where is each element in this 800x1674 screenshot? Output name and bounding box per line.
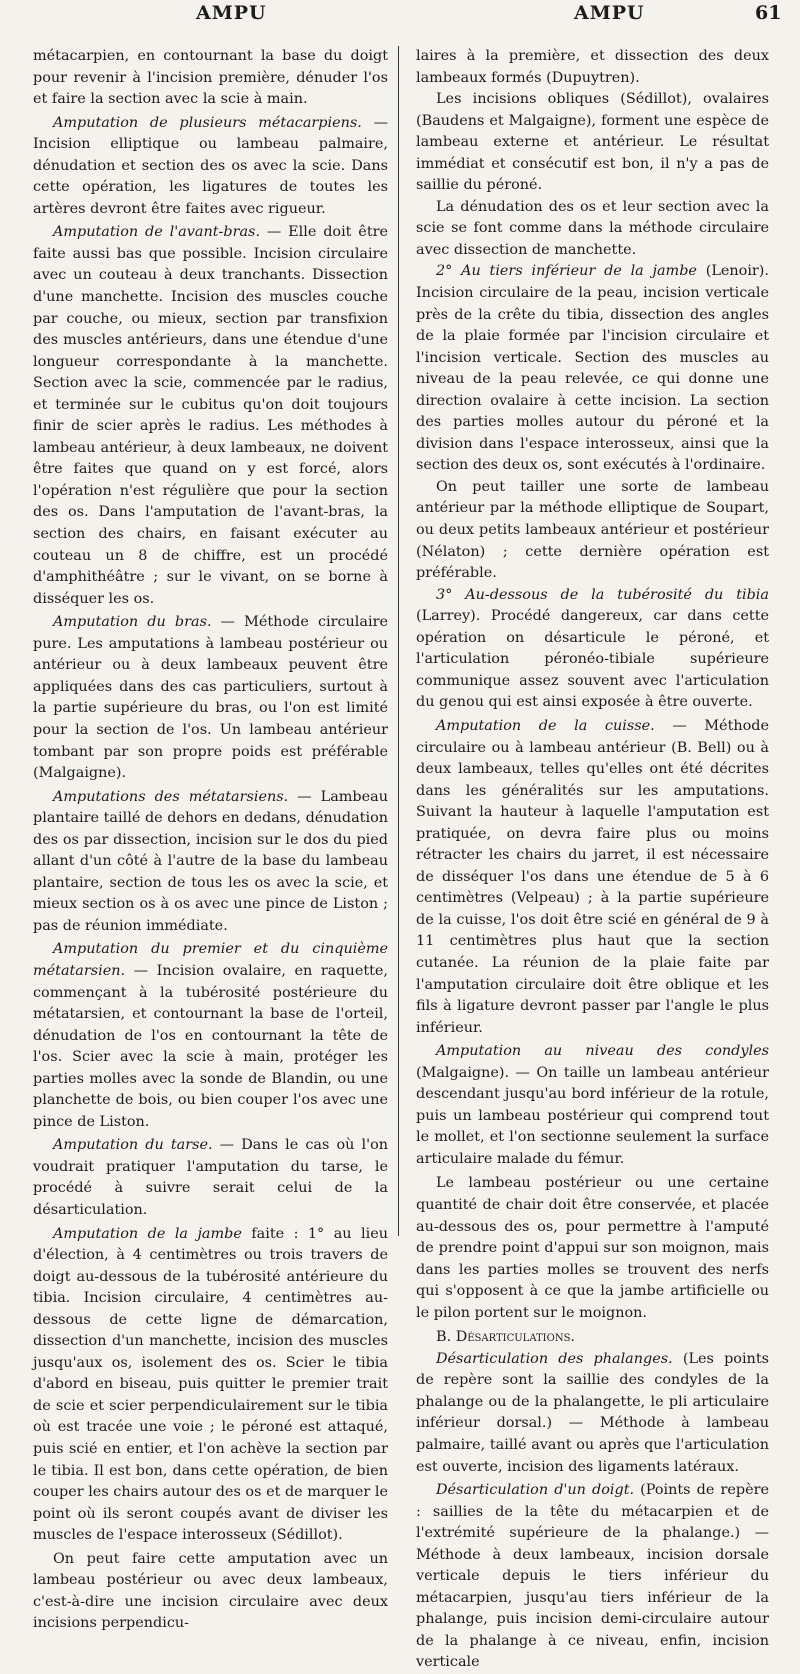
paragraph: Le lambeau postérieur ou une certaine quantité de chair doit être conservée, et placée au-dessous des os, pour permettre à l'amputé de prendre point d'appui sur son moignon, mais dans les parties molles se trouvent des nerfs qui s'opposent à ce que la jambe artificielle ou le pilon portent sur le moignon. <box>416 1175 769 1321</box>
section-title: B. Désarticulations. <box>436 1329 575 1346</box>
section-heading: Amputation de plusieurs métacarpiens. <box>53 114 362 131</box>
section-heading: Désarticulation des phalanges. <box>436 1350 673 1367</box>
right-column <box>416 46 769 1674</box>
paragraph: 2° Au tiers inférieur de la jambe (Lenoir). Incision circulaire de la peau, incision verticale près de la crête du tibia, dissection des angles de la plaie formée par l'incision circulaire et l'incision verticale. Section des muscles au niveau de la peau relevée, ce qui donne une direction ovalaire à cette incision. La section des parties molles autour du péroné et la division dans l'espace interosseux, ainsi que la section des deux os, sont exécutés à l'ordinaire. <box>416 263 769 474</box>
paragraph: 3° Au-dessous de la tubérosité du tibia (Larrey). Procédé dangereux, car dans cette opération on désarticule le péroné, et l'articulation péronéo-tibiale supérieure communique assez souvent avec l'articulation du genou qui est ainsi exposée à être ouverte. <box>416 586 769 711</box>
paragraph: Désarticulation d'un doigt. (Points de repère : saillies de la tête du métacarpien et de l'extrémité supérieure de la phalange.) — Méthode à deux lambeaux, incision dorsale verticale depuis le tiers inférieur du métacarpien, jusqu'au tiers inférieur de la phalange, puis incision demi-circulaire autour de la phalange à ce niveau, enfin, incision verticale <box>416 1482 770 1671</box>
header-left-title: AMPU <box>196 2 267 24</box>
section-heading: Amputations des métatarsiens. <box>53 788 289 805</box>
paragraph: On peut faire cette amputation avec un lambeau postérieur ou avec deux lambeaux, c'est-à-dire une incision circulaire avec deux incisions perpendicu- <box>33 1550 388 1632</box>
paragraph: Amputations des métatarsiens. — Lambeau plantaire taillé de dehors en dedans, dénudation des os par dissection, incision sur le dos du pied allant d'un côté à l'autre de la base du lambeau plantaire, section de tous les os avec la scie, et mieux section os à os avec une pince de Liston ; pas de réunion immédiate. <box>33 788 388 934</box>
left-column <box>33 46 388 1635</box>
paragraph: La dénudation des os et leur section avec la scie se font comme dans la méthode circulaire avec dissection de manchette. <box>416 198 769 258</box>
running-header <box>0 0 800 46</box>
paragraph: métacarpien, en contournant la base du doigt pour revenir à l'incision première, dénuder l'os et faire la section avec la scie à main. <box>33 48 388 108</box>
paragraph: Amputation de la jambe faite : 1° au lieu d'élection, à 4 centimètres ou trois travers de doigt au-dessous de la tubérosité antérieure du tibia. Incision circulaire, 4 centimètres au-dessous de cette ligne de démarcation, dissection d'un manchette, incision des muscles jusqu'aux os, isolement des os. Scier le tibia d'abord en biseau, puis quitter le premier trait de scie et scier perpendiculairement sur le tibia où est tracée une voie ; le péroné est attaqué, puis scié en entier, et l'on achève la section par le tibia. Il est bon, dans cette opération, de bien couper les chairs autour des os et de marquer le point où ils seront coupés avant de diviser les muscles de l'espace interosseux (Sédillot). <box>33 1225 389 1544</box>
page-number: 61 <box>755 2 782 24</box>
section-heading: Amputation de la jambe <box>53 1225 242 1242</box>
section-heading: Amputation de l'avant-bras. <box>53 224 261 241</box>
paragraph: Amputation au niveau des condyles (Malgaigne). — On taille un lambeau antérieur descendant jusqu'au bord inférieur de la rotule, puis un lambeau postérieur qui comprend tout le mollet, et l'on sectionne seulement la surface articulaire malade du fémur. <box>416 1043 769 1167</box>
paragraph: Les incisions obliques (Sédillot), ovalaires (Baudens et Malgaigne), forment une espèce de lambeau externe et antérieur. Le résultat immédiat et consécutif est bon, il n'y a pas de saillie du péroné. <box>416 91 769 194</box>
section-heading: Amputation du premier et du cinquième métatarsien. <box>33 941 388 979</box>
paragraph: Amputation du tarse. — Dans le cas où l'on voudrait pratiquer l'amputation du tarse, le procédé à suivre serait celui de la désarticulation. <box>33 1137 388 1218</box>
section-heading: Amputation du bras. <box>53 614 212 631</box>
paragraph: Amputation de l'avant-bras. — Elle doit être faite aussi bas que possible. Incision circulaire avec un couteau à deux tranchants. Dissection d'une manchette. Incision des muscles couche par couche, ou mieux, section par transfixion des muscles antérieurs, dans une étendue d'une longueur correspondante à la manchette. Section avec la scie, commencée par le radius, et terminée sur le cubitus qu'on doit toujours finir de scier après le radius. Les méthodes à lambeau antérieur, à deux lambeaux, ne doivent être faites que quand on y est forcé, alors l'opération n'est régulière que pour la section des os. Dans l'amputation de l'avant-bras, la section des chairs, en faisant exécuter au couteau un 8 de chiffre, est un procédé d'amphithéâtre ; sur le vivant, on se borne à disséquer les os. <box>33 224 389 607</box>
paragraph: On peut tailler une sorte de lambeau antérieur par la méthode elliptique de Soupart, ou deux petits lambeaux antérieur et postérieur (Nélaton) ; cette dernière opération est préférable. <box>416 478 769 582</box>
section-heading: Amputation du tarse. <box>53 1137 213 1154</box>
paragraph: Amputation du premier et du cinquième métatarsien. — Incision ovalaire, en raquette, commençant à la tubérosité postérieure du métatarsien, et contournant la base de l'orteil, dénudation de l'os en contournant la tête de l'os. Scier avec la scie à main, protéger les parties molles avec la sonde de Blandin, ou une planchette de bois, ou bien couper l'os avec une pince de Liston. <box>33 941 388 1130</box>
paragraph: Amputation de la cuisse. — Méthode circulaire ou à lambeau antérieur (B. Bell) ou à deux lambeaux, telles qu'elles ont été décrites dans les généralités sur les amputations. Suivant la hauteur à laquelle l'amputation est pratiquée, on devra faire plus ou moins rétracter les chairs du jarret, il est nécessaire de disséquer l'os dans une étendue de 5 à 6 centimètres (Velpeau) ; à la partie supérieure de la cuisse, l'os doit être scié en général de 9 à 11 centimètres plus haut que la section cutanée. La réunion de la plaie faite par l'amputation circulaire doit être oblique et les fils à ligature devront passer par l'angle le plus inférieur. <box>416 717 770 1036</box>
section-heading: Amputation au niveau des condyles <box>436 1043 769 1060</box>
paragraph: laires à la première, et dissection des deux lambeaux formés (Dupuytren). <box>416 48 769 86</box>
paragraph: Amputation de plusieurs métacarpiens. — Incision elliptique ou lambeau palmaire, dénudation et section des os avec la scie. Dans cette opération, les ligatures de toutes les artères devront être faites avec rigueur. <box>33 114 389 217</box>
section-heading: 2° Au tiers inférieur de la jambe <box>436 263 697 280</box>
paragraph: Désarticulation des phalanges. (Les points de repère sont la saillie des condyles de la phalange ou de la phalangette, le pli articulaire inférieur dorsal.) — Méthode à lambeau palmaire, taillé avant ou après que l'articulation est ouverte, incision des ligaments latéraux. <box>416 1350 769 1475</box>
section-heading: Amputation de la cuisse. <box>436 717 655 734</box>
section-heading: Désarticulation d'un doigt. <box>436 1482 635 1499</box>
column-divider <box>398 46 399 1236</box>
header-right-title: AMPU <box>574 2 645 24</box>
paragraph: Amputation du bras. — Méthode circulaire pure. Les amputations à lambeau postérieur ou antérieur ou à deux lambeaux peuvent être appliquées dans des cas particuliers, surtout à la partie supérieure du bras, ou l'on est limité pour la section de l'os. Un lambeau antérieur tombant par son propre poids est préférable (Malgaigne). <box>33 614 388 782</box>
section-heading: 3° Au-dessous de la tubérosité du tibia <box>436 586 769 603</box>
